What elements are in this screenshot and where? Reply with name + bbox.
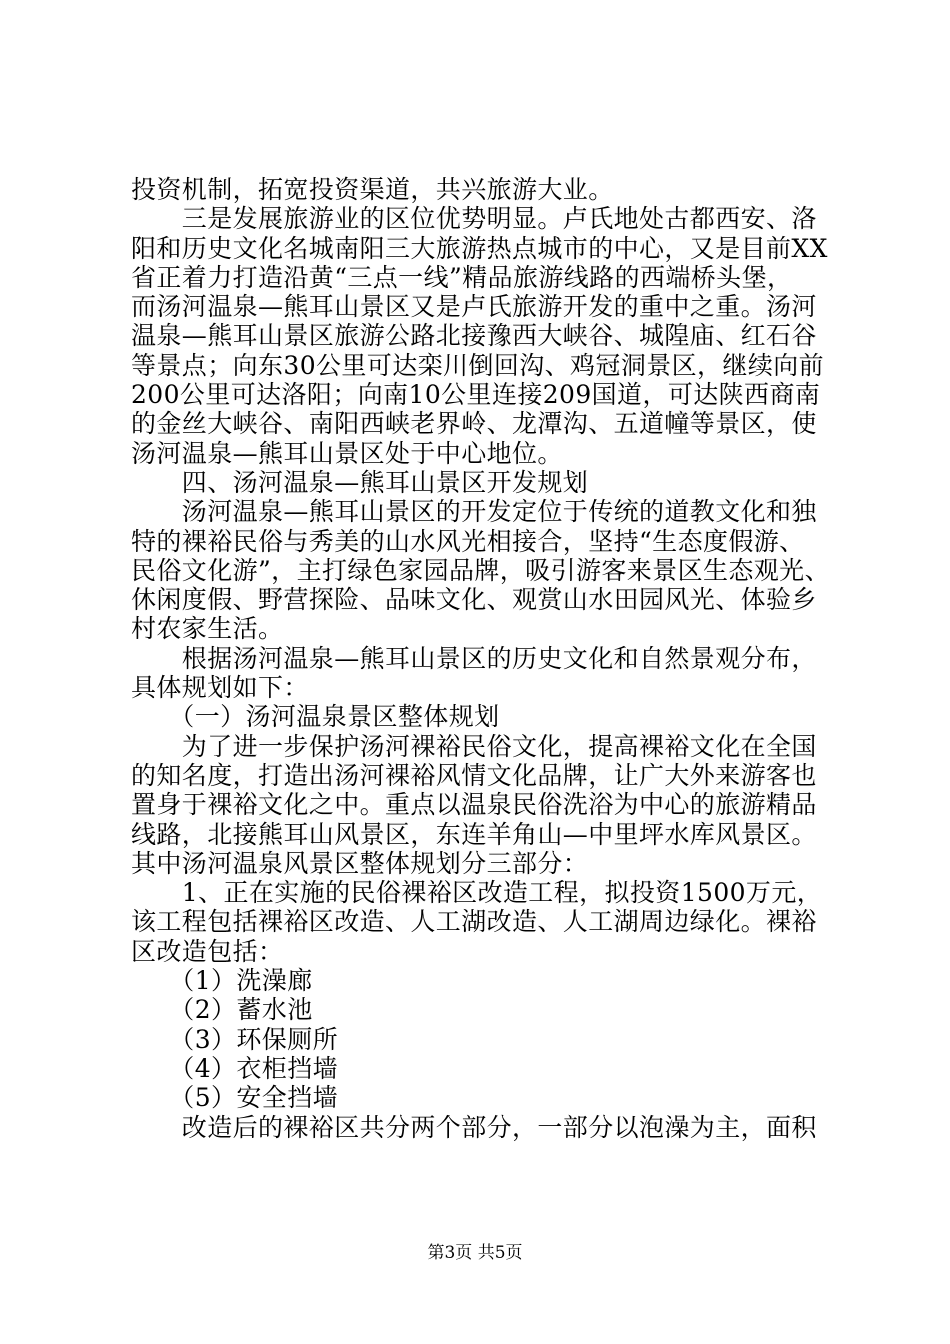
text-line: 村农家生活。 — [131, 614, 284, 644]
text-line: 温泉—熊耳山景区旅游公路北接豫西大峡谷、城隍庙、红石谷 — [131, 321, 817, 351]
text-line: 等景点；向东30公里可达栾川倒回沟、鸡冠洞景区，继续向前 — [131, 350, 825, 380]
text-line: 200公里可达洛阳；向南10公里连接209国道，可达陕西商南 — [131, 380, 821, 410]
text-line: 三是发展旅游业的区位优势明显。卢氏地处古都西安、洛 — [131, 204, 817, 234]
text-line: （1）洗澡廊 — [131, 966, 313, 996]
text-line: 投资机制，拓宽投资渠道，共兴旅游大业。 — [131, 175, 614, 204]
text-line: 其中汤河温泉风景区整体规划分三部分： — [131, 848, 589, 878]
text-line: （一）汤河温泉景区整体规划 — [131, 702, 500, 732]
text-line: 线路，北接熊耳山风景区，东连羊角山—中里坪水库风景区。 — [131, 819, 817, 849]
text-line: 为了进一步保护汤河裸裕民俗文化，提高裸裕文化在全国 — [131, 731, 817, 761]
text-line: 阳和历史文化名城南阳三大旅游热点城市的中心，又是目前XX — [131, 233, 828, 263]
page-footer: 第3页 共5页 — [427, 1243, 523, 1263]
text-line: 区改造包括： — [131, 936, 284, 966]
text-line: 特的裸裕民俗与秀美的山水风光相接合，坚持“生态度假游、 — [131, 526, 805, 556]
text-line: 置身于裸裕文化之中。重点以温泉民俗洗浴为中心的旅游精品 — [131, 790, 817, 820]
text-line: 该工程包括裸裕区改造、人工湖改造、人工湖周边绿化。裸裕 — [131, 907, 817, 937]
text-line: （5）安全挡墙 — [131, 1083, 339, 1113]
text-line: 根据汤河温泉—熊耳山景区的历史文化和自然景观分布， — [131, 643, 817, 673]
text-line: 具体规划如下： — [131, 673, 309, 703]
text-line: 汤河温泉—熊耳山景区处于中心地位。 — [131, 438, 563, 468]
text-line: 省正着力打造沿黄“三点一线”精品旅游线路的西端桥头堡， — [131, 262, 793, 292]
text-line: 1、正在实施的民俗裸裕区改造工程，拟投资1500万元， — [131, 878, 823, 908]
text-line: 四、汤河温泉—熊耳山景区开发规划 — [131, 467, 589, 497]
text-line: 的知名度，打造出汤河裸裕风情文化品牌，让广大外来游客也 — [131, 760, 817, 790]
text-line: （3）环保厕所 — [131, 1024, 339, 1054]
text-line: 休闲度假、野营探险、品味文化、观赏山水田园风光、体验乡 — [131, 585, 817, 615]
document-body — [131, 175, 831, 1142]
text-line: 汤河温泉—熊耳山景区的开发定位于传统的道教文化和独 — [131, 497, 817, 527]
text-line: 而汤河温泉—熊耳山景区又是卢氏旅游开发的重中之重。汤河 — [131, 292, 817, 322]
text-line: （4）衣柜挡墙 — [131, 1053, 339, 1083]
text-line: 的金丝大峡谷、南阳西峡老界岭、龙潭沟、五道幢等景区，使 — [131, 409, 817, 439]
text-line: 民俗文化游”，主打绿色家园品牌，吸引游客来景区生态观光、 — [131, 555, 830, 585]
text-line: （2）蓄水池 — [131, 995, 313, 1025]
text-line: 改造后的裸裕区共分两个部分，一部分以泡澡为主，面积 — [131, 1112, 817, 1142]
